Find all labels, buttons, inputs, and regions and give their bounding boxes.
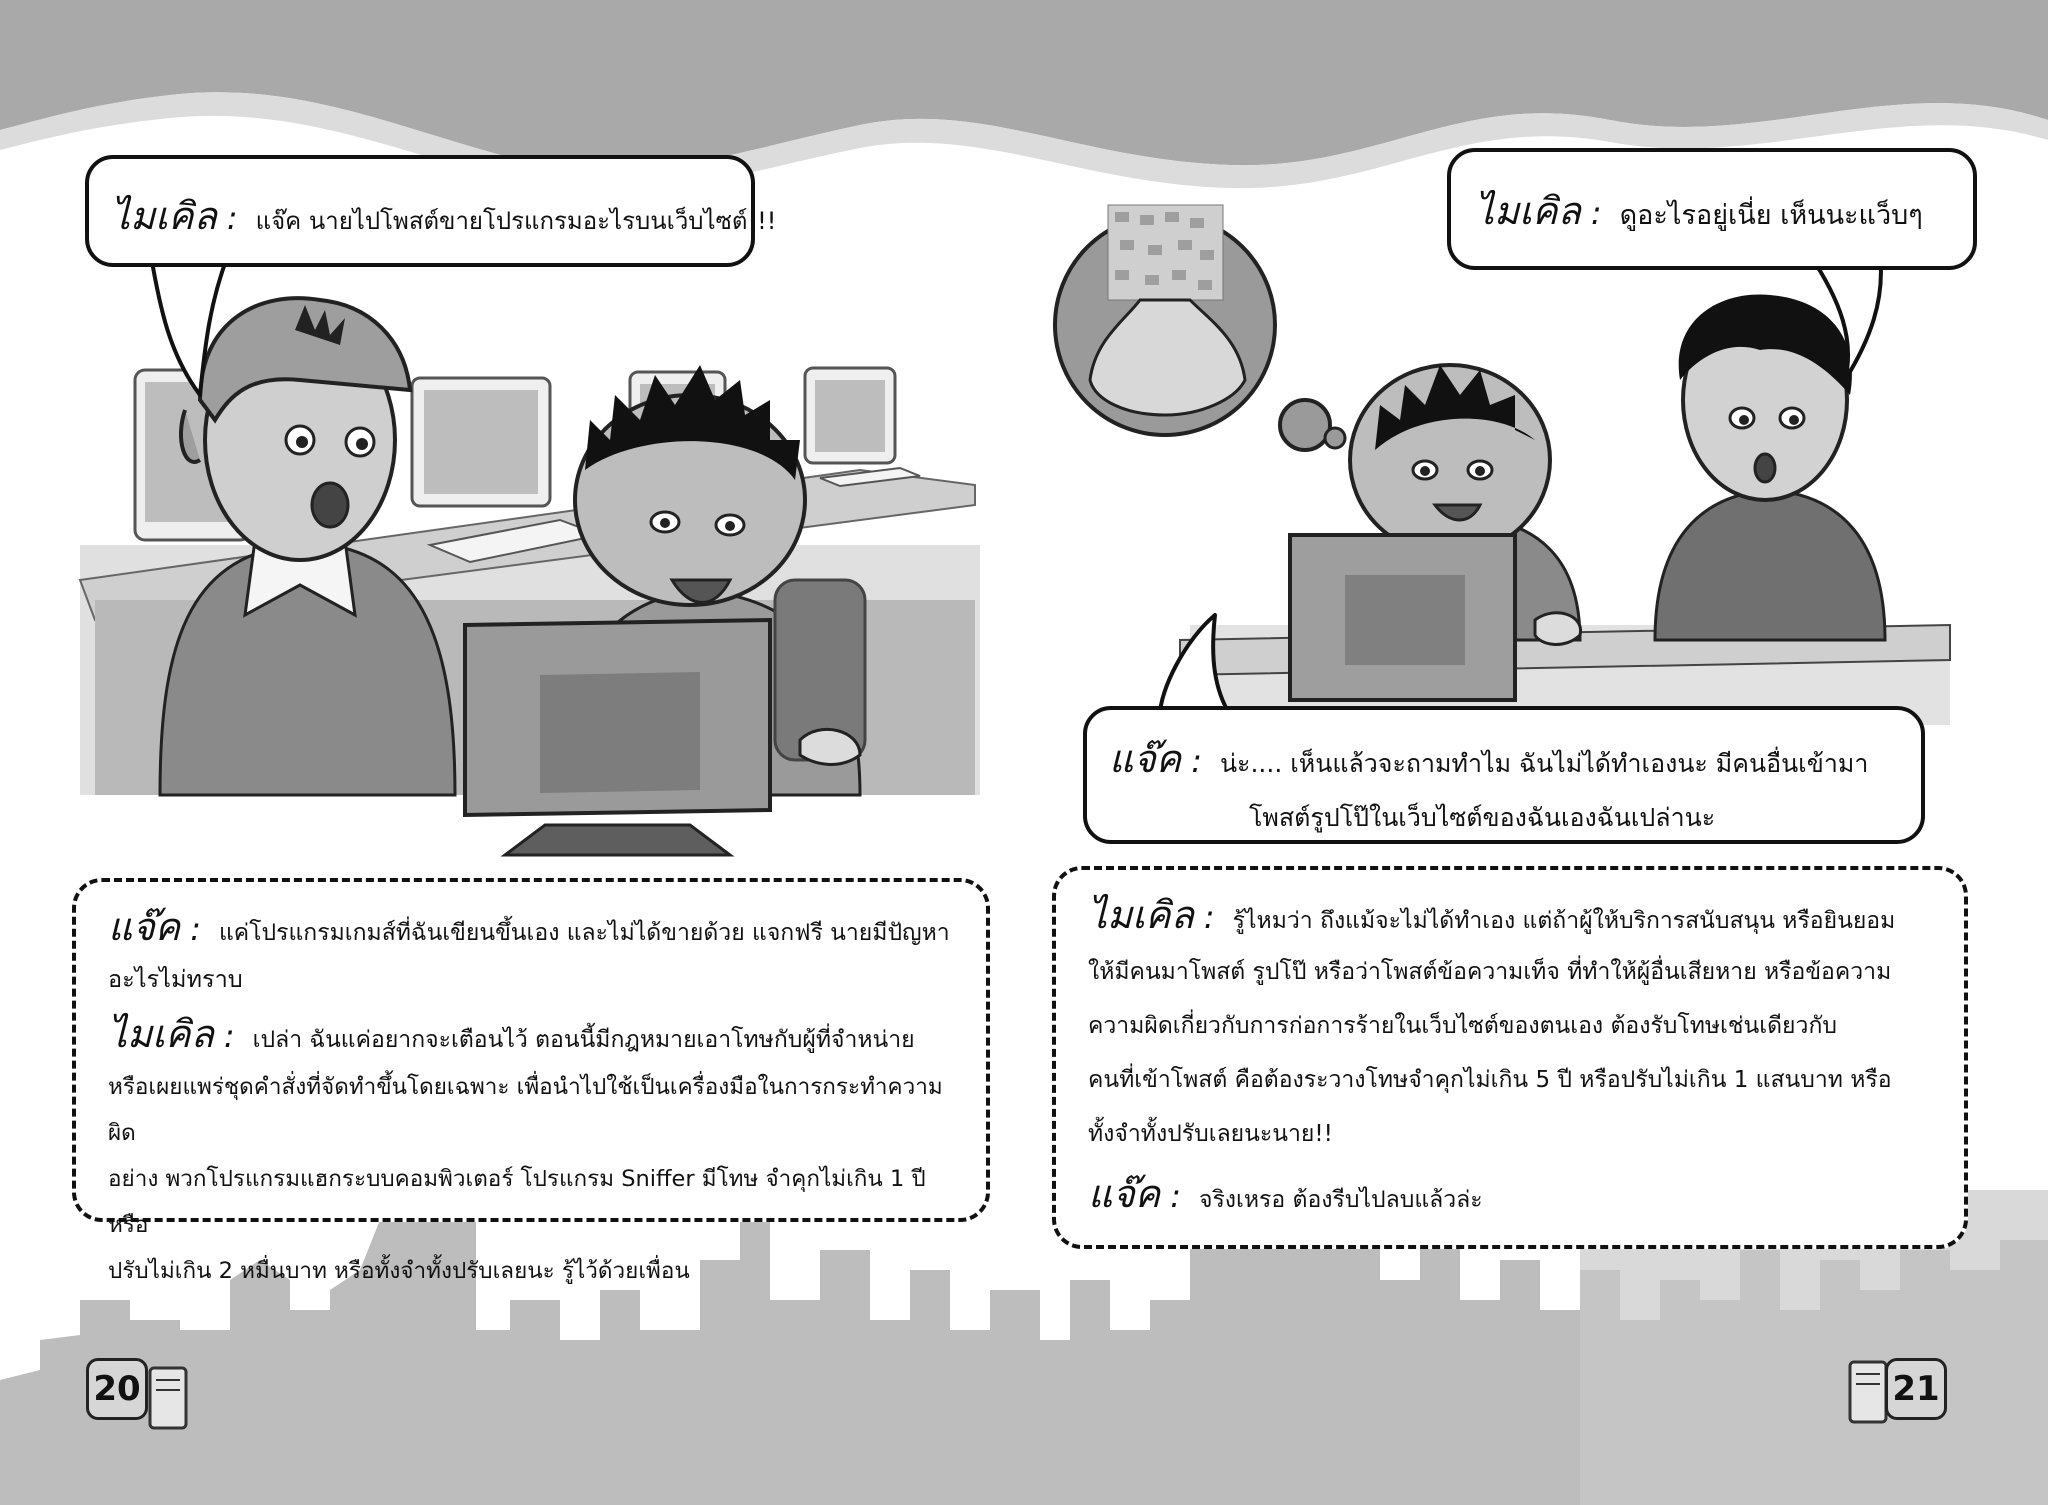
dialog-text-cont: คนที่เข้าโพสต์ คือต้องระวางโทษจำคุกไม่เกิน 5 ปี หรือปรับไม่เกิน 1 แสนบาท หรือ <box>1088 1067 1892 1093</box>
dialog-text-cont: อะไรไม่ทราบ <box>108 965 243 993</box>
right-dialog-box <box>1052 866 1968 1249</box>
speaker-colon: : <box>1590 194 1602 232</box>
speaker-name: ไมเคิล <box>1475 189 1581 233</box>
dialog-text: แค่โปรแกรมเกมส์ที่ฉันเขียนขึ้นเอง และไม่ได้ขายด้วย แจกฟรี นายมีปัญหา <box>218 920 950 946</box>
dialog-text: รู้ไหมว่า ถึงแม้จะไม่ได้ทำเอง แต่ถ้าผู้ให้บริการสนับสนุน หรือยินยอม <box>1232 908 1896 934</box>
speaker-name: แจ๊ค <box>1109 737 1182 781</box>
speaker-name: แจ๊ค <box>108 905 181 949</box>
dialog-text: เปล่า ฉันแค่อยากจะเตือนไว้ ตอนนี้มีกฎหมายเอาโทษกับผู้ที่จำหน่าย <box>252 1027 915 1053</box>
speaker-colon: : <box>1170 1177 1181 1215</box>
left-top-speech-bubble <box>85 155 777 267</box>
dialog-text-cont: ทั้งจำทั้งปรับเลยนะนาย!! <box>1088 1121 1333 1147</box>
speaker-colon: : <box>223 1017 235 1055</box>
speaker-colon: : <box>226 199 238 237</box>
speaker-name: ไมเคิล <box>108 1012 214 1056</box>
dialog-text-cont: ปรับไม่เกิน 2 หมื่นบาท หรือทั้งจำทั้งปรับเลยนะ รู้ไว้ด้วยเพื่อน <box>108 1258 690 1284</box>
left-panel-illustration <box>80 298 980 855</box>
dialog-text-cont: หรือเผยแพร่ชุดคำสั่งที่จัดทำขึ้นโดยเฉพาะ เพื่อนำไปใช้เป็นเครื่องมือในการกระทำความผิด <box>108 1074 943 1146</box>
dialog-text: ดูอะไรอยู่เนี่ย เห็นนะแว็บๆ <box>1619 200 1923 231</box>
speaker-name: ไมเคิล <box>111 194 217 238</box>
dialog-text: จริงเหรอ ต้องรีบไปลบแล้วล่ะ <box>1198 1187 1483 1213</box>
right-top-speech-bubble <box>1447 148 1977 270</box>
dialog-text: น่ะ.... เห็นแล้วจะถามทำไม ฉันไม่ได้ทำเองนะ มีคนอื่นเข้ามา <box>1219 749 1869 778</box>
dialog-text-cont: อย่าง พวกโปรแกรมแฮกระบบคอมพิวเตอร์ โปรแกรม Sniffer มีโทษ จำคุกไม่เกิน 1 ปี หรือ <box>108 1166 926 1238</box>
speaker-colon: : <box>190 910 201 948</box>
jack-speech-bubble <box>1083 706 1925 844</box>
dialog-text-cont: โพสต์รูปโป๊ในเว็บไซต์ของฉันเองฉันเปล่านะ <box>1249 803 1716 832</box>
page-number-left: 20 <box>86 1358 148 1420</box>
speaker-colon: : <box>1191 742 1202 780</box>
speaker-name: ไมเคิล <box>1088 893 1194 937</box>
speaker-name: แจ๊ค <box>1088 1172 1161 1216</box>
dialog-text-cont: ให้มีคนมาโพสต์ รูปโป๊ หรือว่าโพสต์ข้อความเท็จ ที่ทำให้ผู้อื่นเสียหาย หรือข้อความ <box>1088 959 1892 985</box>
speaker-colon: : <box>1203 898 1215 936</box>
dialog-text: แจ๊ค นายไปโพสต์ขายโปรแกรมอะไรบนเว็บไซต์!!! <box>255 207 777 235</box>
page-number-right: 21 <box>1885 1358 1947 1420</box>
left-dialog-box <box>72 878 990 1284</box>
dialog-text-cont: ความผิดเกี่ยวกับการก่อการร้ายในเว็บไซต์ของตนเอง ต้องรับโทษเช่นเดียวกับ <box>1088 1013 1837 1039</box>
